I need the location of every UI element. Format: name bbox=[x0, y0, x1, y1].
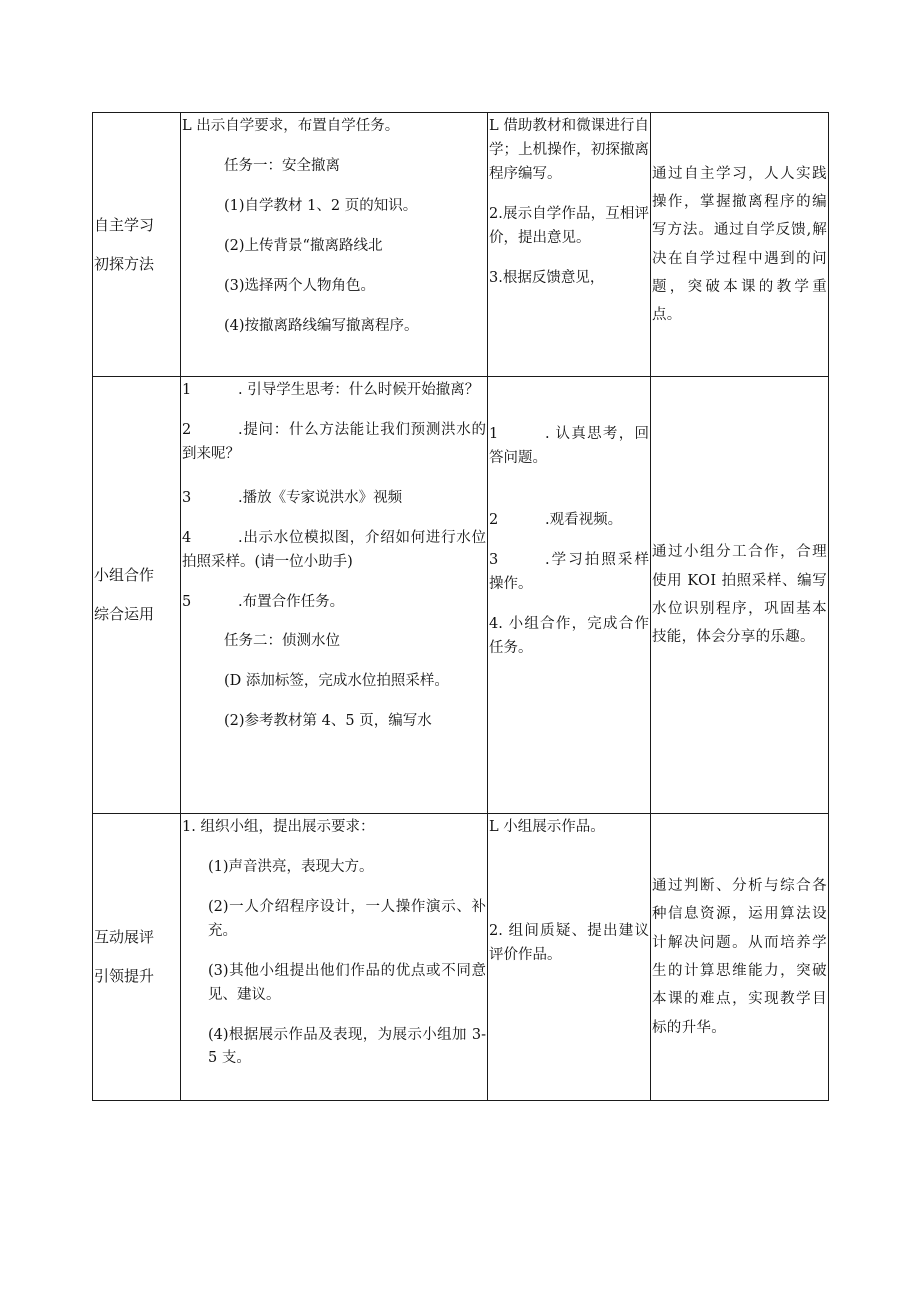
student-activity-cell bbox=[488, 814, 651, 1101]
design-intent-text: 通过判断、分析与综合各种信息资源，运用算法设计解决问题。从而培养学生的计算思维能力，突破本课的难点，实现教学目标的升华。 bbox=[652, 878, 827, 1036]
teacher-line: .出示水位模拟图，介绍如何进行水位拍照采样。(请一位小助手) bbox=[182, 529, 486, 570]
design-intent-cell bbox=[651, 814, 829, 1101]
teacher-line: (3)选择两个人物角色。 bbox=[224, 277, 376, 294]
stage-title-line: 综合运用 bbox=[94, 605, 155, 623]
teacher-line: (2)上传背景“撤离路线北 bbox=[224, 237, 383, 254]
item-number: 3 bbox=[182, 489, 192, 506]
student-line: 2.展示自学作品，互相评价，提出意见。 bbox=[489, 205, 649, 246]
teacher-line: (4)按撤离路线编写撤离程序。 bbox=[224, 317, 419, 334]
teacher-line: (1)自学教材 1、2 页的知识。 bbox=[224, 197, 418, 214]
design-intent-text: 通过自主学习，人人实践操作，掌握撤离程序的编写方法。通过自学反馈,解决在自学过程中遇到的问题，突破本课的教学重点。 bbox=[652, 165, 827, 324]
item-number: 1 bbox=[489, 426, 499, 442]
item-number: 4 bbox=[182, 529, 192, 546]
design-intent-cell bbox=[651, 113, 829, 377]
student-activity-cell bbox=[488, 113, 651, 377]
stage-title-line: 互动展评 bbox=[94, 928, 155, 946]
lesson-plan-table bbox=[92, 112, 829, 1101]
student-line: 3.根据反馈意见， bbox=[489, 269, 605, 286]
student-line: .观看视频。 bbox=[545, 511, 623, 528]
table-row bbox=[93, 113, 829, 377]
teacher-line: (3)其他小组提出他们作品的优点或不同意见、建议。 bbox=[208, 962, 486, 1003]
teacher-line: L 出示自学要求，布置自学任务。 bbox=[182, 118, 400, 134]
stage-cell bbox=[93, 377, 181, 814]
teacher-line: (1)声音洪亮，表现大方。 bbox=[208, 858, 374, 875]
teacher-line: 任务一：安全撤离 bbox=[224, 157, 340, 174]
stage-title-line: 引领提升 bbox=[94, 967, 155, 985]
teacher-line: (2)一人介绍程序设计，一人操作演示、补充。 bbox=[208, 898, 486, 939]
student-line: L 借助教材和微课进行自学；上机操作，初探撤离程序编写。 bbox=[489, 118, 649, 182]
teacher-activity-cell bbox=[181, 377, 488, 814]
teacher-line: .播放《专家说洪水》视频 bbox=[238, 489, 403, 506]
teacher-activity-cell bbox=[181, 814, 488, 1101]
stage-title-line: 自主学习 bbox=[94, 215, 155, 234]
teacher-activity-cell bbox=[181, 113, 488, 377]
teacher-line: (D 添加标签，完成水位拍照采样。 bbox=[224, 673, 449, 690]
stage-title-line: 小组合作 bbox=[94, 566, 155, 584]
student-line: 4. 小组合作，完成合作任务。 bbox=[489, 615, 649, 656]
table-row bbox=[93, 377, 829, 814]
teacher-line: (2)参考教材第 4、5 页，编写水 bbox=[224, 713, 432, 730]
table-row bbox=[93, 814, 829, 1101]
teacher-line: 任务二：侦测水位 bbox=[224, 633, 340, 650]
student-activity-cell bbox=[488, 377, 651, 814]
student-line: . 认真思考，回答问题。 bbox=[489, 426, 649, 466]
student-line: 2. 组间质疑、提出建议评价作品。 bbox=[489, 922, 649, 963]
item-number: 3 bbox=[489, 551, 499, 568]
teacher-line: .布置合作任务。 bbox=[238, 593, 345, 610]
stage-cell bbox=[93, 814, 181, 1101]
item-number: 2 bbox=[182, 421, 192, 438]
student-line: L 小组展示作品。 bbox=[489, 819, 605, 835]
teacher-line: (4)根据展示作品及表现，为展示小组加 3-5 支。 bbox=[208, 1026, 486, 1067]
stage-cell bbox=[93, 113, 181, 377]
design-intent-cell bbox=[651, 377, 829, 814]
stage-title-line: 初探方法 bbox=[94, 254, 155, 273]
teacher-line: 1. 组织小组，提出展示要求： bbox=[182, 819, 375, 835]
student-line: .学习拍照采样操作。 bbox=[489, 551, 649, 592]
teacher-line: .提问：什么方法能让我们预测洪水的到来呢？ bbox=[182, 421, 486, 462]
item-number: 2 bbox=[489, 511, 499, 528]
item-number: 1 bbox=[182, 382, 192, 398]
design-intent-text: 通过小组分工合作，合理使用 KOI 拍照采样、编写水位识别程序，巩固基本技能，体会分享的乐趣。 bbox=[652, 544, 827, 646]
item-number: 5 bbox=[182, 593, 192, 610]
teacher-line: . 引导学生思考：什么时候开始撤离？ bbox=[238, 382, 480, 398]
